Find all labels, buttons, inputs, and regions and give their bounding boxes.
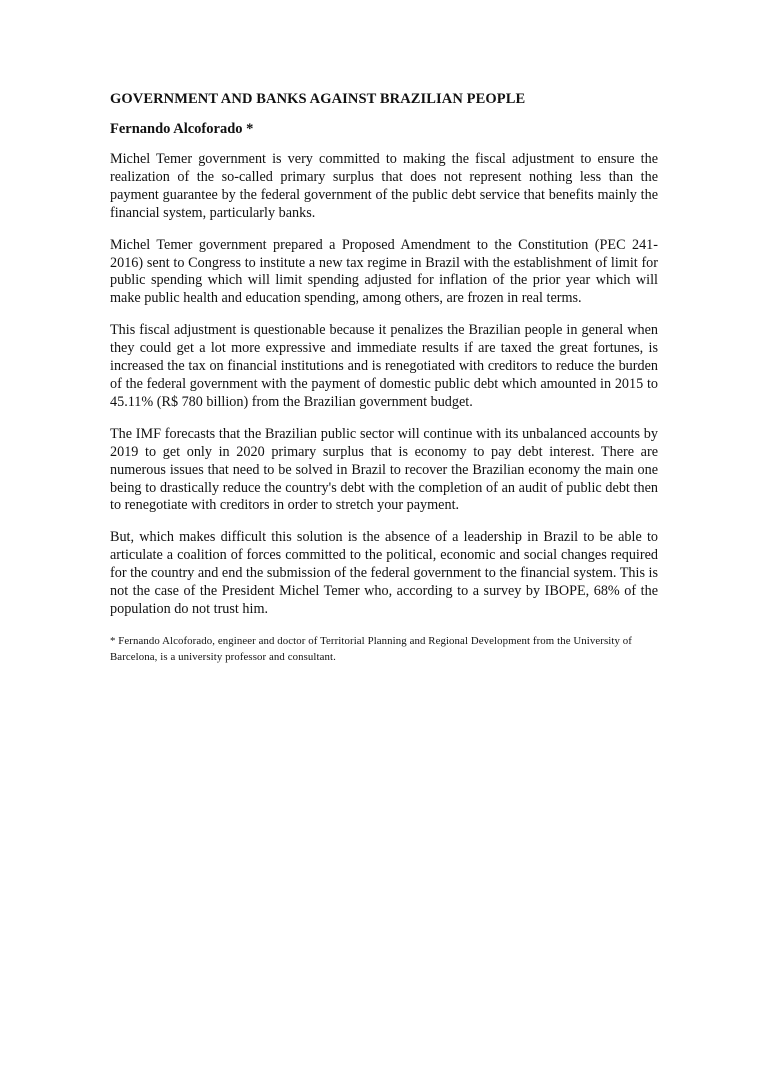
paragraph-1: Michel Temer government is very committed to making the fiscal adjustment to ensure the realization of the so-called primary surplus that does not represent nothing less than the payment guarantee by the federal government of the public debt service that benefits mainly the financial system, particularly banks. [110, 151, 658, 221]
paragraph-3: This fiscal adjustment is questionable because it penalizes the Brazilian people in general when they could get a lot more expressive and immediate results if are taxed the great fortunes, is increased the tax on financial institutions and is renegotiated with creditors to reduce the burden of the federal government with the payment of domestic public debt which amounted in 2015 to 45.11% (R$ 780 billion) from the Brazilian government budget. [110, 322, 658, 410]
document-content [110, 90, 658, 665]
paragraph-5: But, which makes difficult this solution is the absence of a leadership in Brazil to be able to articulate a coalition of forces committed to the political, economic and social changes required for the country and end the submission of the federal government to the financial system. This is not the case of the President Michel Temer who, according to a survey by IBOPE, 68% of the population do not trust him. [110, 529, 658, 617]
paragraph-2: Michel Temer government prepared a Proposed Amendment to the Constitution (PEC 241-2016) sent to Congress to institute a new tax regime in Brazil with the establishment of limit for public spending which will limit spending adjusted for inflation of the prior year which will make public health and education spending, among others, are frozen in real terms. [110, 236, 658, 307]
document-title: GOVERNMENT AND BANKS AGAINST BRAZILIAN PEOPLE [110, 91, 526, 107]
author-footnote: * Fernando Alcoforado, engineer and doctor of Territorial Planning and Regional Development from the University of Barcelona, is a university professor and consultant. [110, 634, 632, 663]
paragraph-4: The IMF forecasts that the Brazilian public sector will continue with its unbalanced accounts by 2019 to get only in 2020 primary surplus that is economy to pay debt interest. There are numerous issues that need to be solved in Brazil to recover the Brazilian economy the main one being to drastically reduce the country's debt with the completion of an audit of public debt then to renegotiate with creditors in order to stretch your payment. [110, 425, 658, 514]
document-author: Fernando Alcoforado * [110, 121, 254, 137]
